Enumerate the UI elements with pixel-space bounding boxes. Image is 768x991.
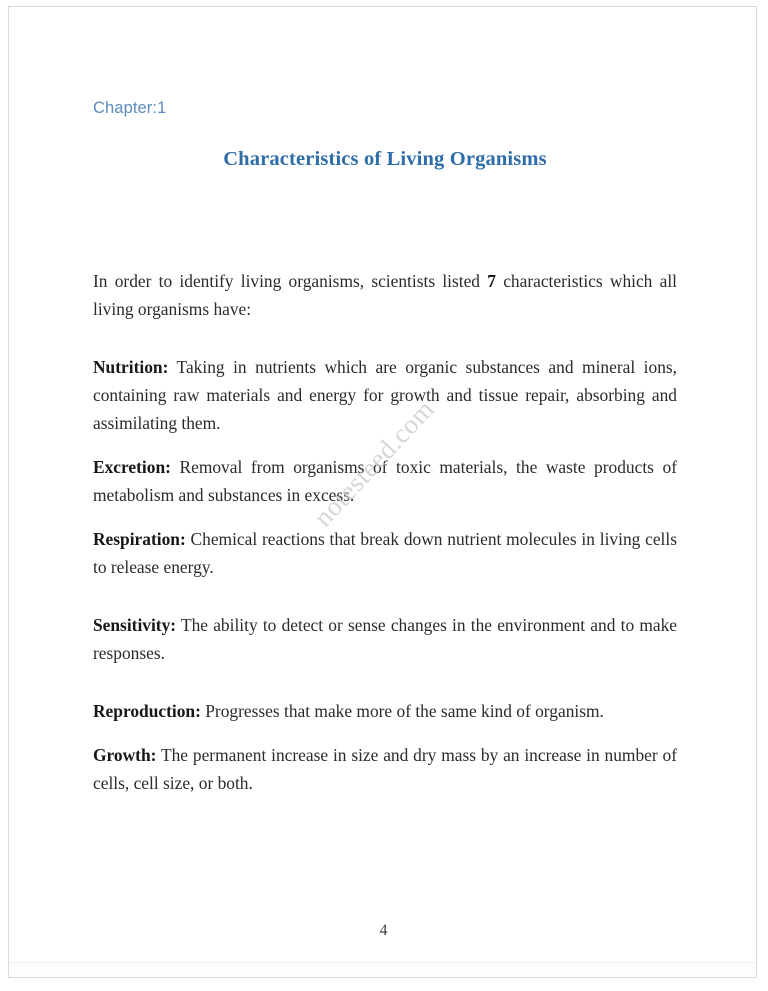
characteristic-term: Growth:: [93, 745, 157, 765]
characteristic-definition: Progresses that make more of the same kind of organism.: [200, 701, 604, 721]
characteristic-definition: The permanent increase in size and dry mass by an increase in number of cells, cell size, or both.: [93, 745, 677, 793]
characteristic-reproduction: [93, 697, 677, 725]
intro-text-before: In order to identify living organisms, scientists listed: [93, 271, 488, 291]
page-content: [93, 7, 677, 977]
characteristic-respiration: [93, 525, 677, 581]
characteristic-sensitivity: [93, 611, 677, 667]
characteristic-definition: Chemical reactions that break down nutrient molecules in living cells to release energy.: [93, 529, 677, 577]
characteristic-term: Nutrition:: [93, 357, 169, 377]
characteristic-definition: Removal from organisms of toxic materials, the waste products of metabolism and substances in excess.: [93, 457, 677, 505]
characteristic-definition: The ability to detect or sense changes in the environment and to make responses.: [93, 615, 677, 663]
page-bottom-band: [10, 962, 755, 977]
document-page: [8, 6, 757, 978]
characteristic-term: Reproduction:: [93, 701, 201, 721]
page-number: 4: [379, 922, 388, 939]
characteristic-definition: Taking in nutrients which are organic substances and mineral ions, containing raw materials and energy for growth and tissue repair, absorbing and assimilating them.: [93, 357, 677, 433]
intro-paragraph: [93, 267, 677, 323]
intro-text-after: characteristics which all living organisms have:: [93, 271, 677, 319]
characteristic-term: Sensitivity:: [93, 615, 177, 635]
characteristic-nutrition: [93, 353, 677, 437]
characteristic-term: Excretion:: [93, 457, 171, 477]
chapter-label: Chapter:1: [93, 99, 167, 117]
characteristic-term: Respiration:: [93, 529, 186, 549]
body-text-block: [93, 267, 677, 797]
watermark: notesteed.com: [307, 393, 440, 533]
characteristic-count: 7: [487, 271, 496, 291]
characteristic-growth: [93, 741, 677, 797]
characteristic-excretion: [93, 453, 677, 509]
page-title: Characteristics of Living Organisms: [223, 148, 547, 170]
